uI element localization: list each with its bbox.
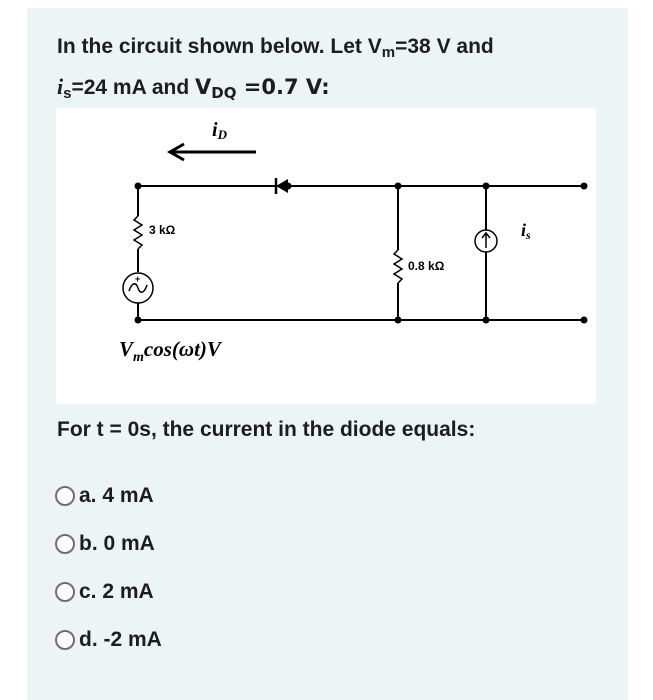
question-text — [57, 30, 597, 111]
option-b[interactable] — [55, 520, 162, 568]
question-intro: In the circuit shown below. Let V — [57, 35, 382, 58]
option-d[interactable] — [55, 616, 162, 664]
node — [581, 183, 588, 190]
is-subscript: s — [63, 85, 72, 102]
node — [581, 317, 588, 324]
question-card — [27, 8, 628, 700]
sub-question: For t = 0s, the current in the diode equals: — [57, 418, 476, 441]
vdq-value: =0.7 V: — [236, 75, 330, 99]
diode-current-arrow — [170, 144, 256, 160]
diode-symbol — [276, 178, 288, 194]
option-d-label: d. -2 mA — [79, 628, 162, 651]
option-c-label: c. 2 mA — [79, 580, 154, 603]
radio-button-b[interactable] — [55, 534, 75, 554]
radio-button-d[interactable] — [55, 630, 75, 650]
resistor-0-8k — [394, 250, 402, 283]
is-value: =24 mA and — [71, 76, 195, 99]
option-a[interactable] — [55, 472, 162, 520]
is-label: is — [521, 220, 531, 242]
resistor-0-8k-label: 0.8 kΩ — [408, 259, 445, 273]
answer-options — [55, 472, 162, 664]
vm-value: =38 V and — [395, 35, 494, 58]
resistor-3k-label: 3 kΩ — [149, 223, 176, 237]
option-a-label: a. 4 mA — [79, 484, 154, 507]
source-expression: $V_m\cos(\omega t)V$ — [119, 337, 221, 365]
is-symbol: i — [57, 74, 64, 99]
vdq-subscript: DQ — [211, 84, 237, 102]
resistor-3k — [134, 216, 142, 249]
option-c[interactable] — [55, 568, 162, 616]
option-b-label: b. 0 mA — [79, 532, 155, 555]
current-source — [475, 230, 497, 252]
ac-source — [123, 273, 153, 303]
circuit-diagram — [56, 108, 596, 404]
id-label: iD — [212, 119, 227, 142]
radio-button-a[interactable] — [55, 486, 75, 506]
vm-subscript: m — [381, 44, 396, 61]
svg-text:+: + — [135, 274, 141, 284]
circuit-figure — [56, 108, 596, 404]
vdq-symbol: V — [195, 75, 212, 99]
radio-button-c[interactable] — [55, 582, 75, 602]
